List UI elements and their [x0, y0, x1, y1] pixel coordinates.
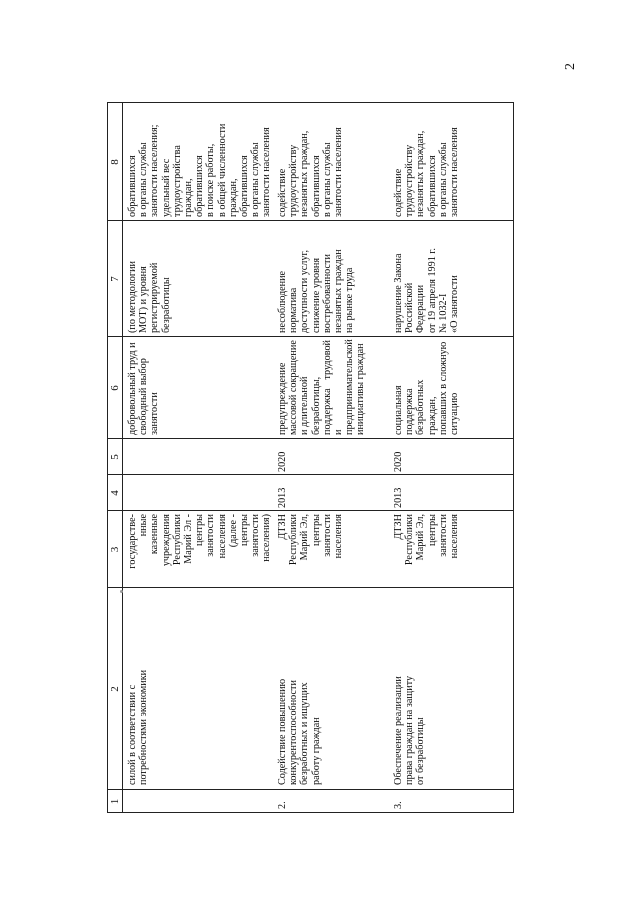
- header-col-3: 3: [109, 546, 121, 553]
- row1-col2: силой в соответствии с потребностями экономики: [127, 669, 150, 785]
- row1-col7: (по методологии МОТ) и уровня регистрируемой безработицы: [127, 261, 172, 333]
- header-col-4: 4: [109, 490, 121, 496]
- row2-col3: ДТЗН Республики Марий Эл, центры занятости населения: [277, 514, 345, 566]
- row3-col7: нарушение Закона Российской Федерации от 19 апреля 1991 г. № 1032-I «О занятости: [393, 248, 461, 333]
- row3-col5: 2020: [393, 451, 404, 472]
- header-col-6: 6: [109, 385, 121, 391]
- row1-col8: обратившихся в органы службы занятости населения; удельный вес трудоустройства граждан, обратившихся в поиске работы, в общей численности граждан, обратившихся в органы службы занятости населения: [127, 123, 273, 217]
- page-number: 2: [563, 63, 578, 70]
- row2-col5: 2020: [277, 451, 288, 472]
- row3-col2: Обеспечение реализации права граждан на защиту от безработицы: [393, 675, 427, 785]
- table-bottom-border: [513, 103, 514, 813]
- row3-col8: содействие трудоустройству незанятых граждан, обратившихся в органы службы занятости населения: [393, 127, 461, 217]
- row2-col6: предупреждение массовой сокращение и длительной безработицы, поддержка трудовой и предпринимательской инициативы граждан: [277, 337, 367, 435]
- col-border: [107, 102, 514, 103]
- row1-col6: добровольный труд и свободный выбор занятости: [127, 342, 161, 435]
- row2-col7: несоблюдение норматива доступности услуг, снижение уровня востребованности незанятых граждан на рынке труда: [277, 249, 356, 333]
- row3-col3: ДТЗН Республики Марий Эл, центры занятости населения: [393, 514, 461, 566]
- table-header-border: [122, 103, 123, 813]
- col-border: [107, 438, 514, 439]
- row2-col8: содействие трудоустройству незанятых граждан, обратившихся в органы службы занятости населения: [277, 127, 345, 217]
- row3-col6: социальная поддержка безработных граждан, попавших в сложную ситуацию: [393, 341, 461, 435]
- row1-col3: государстве- нные казенные учреждения Республики Марий Эл - центры занятости населения (далее - центры занятости населения): [127, 514, 273, 569]
- col-border: [107, 474, 514, 475]
- row3-num: 3.: [393, 801, 404, 809]
- header-col-8: 8: [109, 159, 121, 165]
- col-border: [107, 510, 514, 511]
- row2-col2: Содействие повышению конкурентоспособности безработных и ищущих работу граждан: [277, 678, 322, 785]
- row2-col4: 2013: [277, 487, 288, 508]
- header-col-5: 5: [109, 454, 121, 460]
- header-col-1: 1: [109, 798, 121, 805]
- col-border: [107, 220, 514, 221]
- col-border: [107, 812, 514, 813]
- col-border: [107, 789, 514, 790]
- row2-num: 2.: [277, 801, 288, 809]
- scan-speck: [120, 590, 123, 593]
- header-col-7: 7: [109, 276, 121, 282]
- col-border: [107, 336, 514, 337]
- col-border: [107, 587, 514, 588]
- row3-col4: 2013: [393, 487, 404, 508]
- header-col-2: 2: [109, 686, 121, 692]
